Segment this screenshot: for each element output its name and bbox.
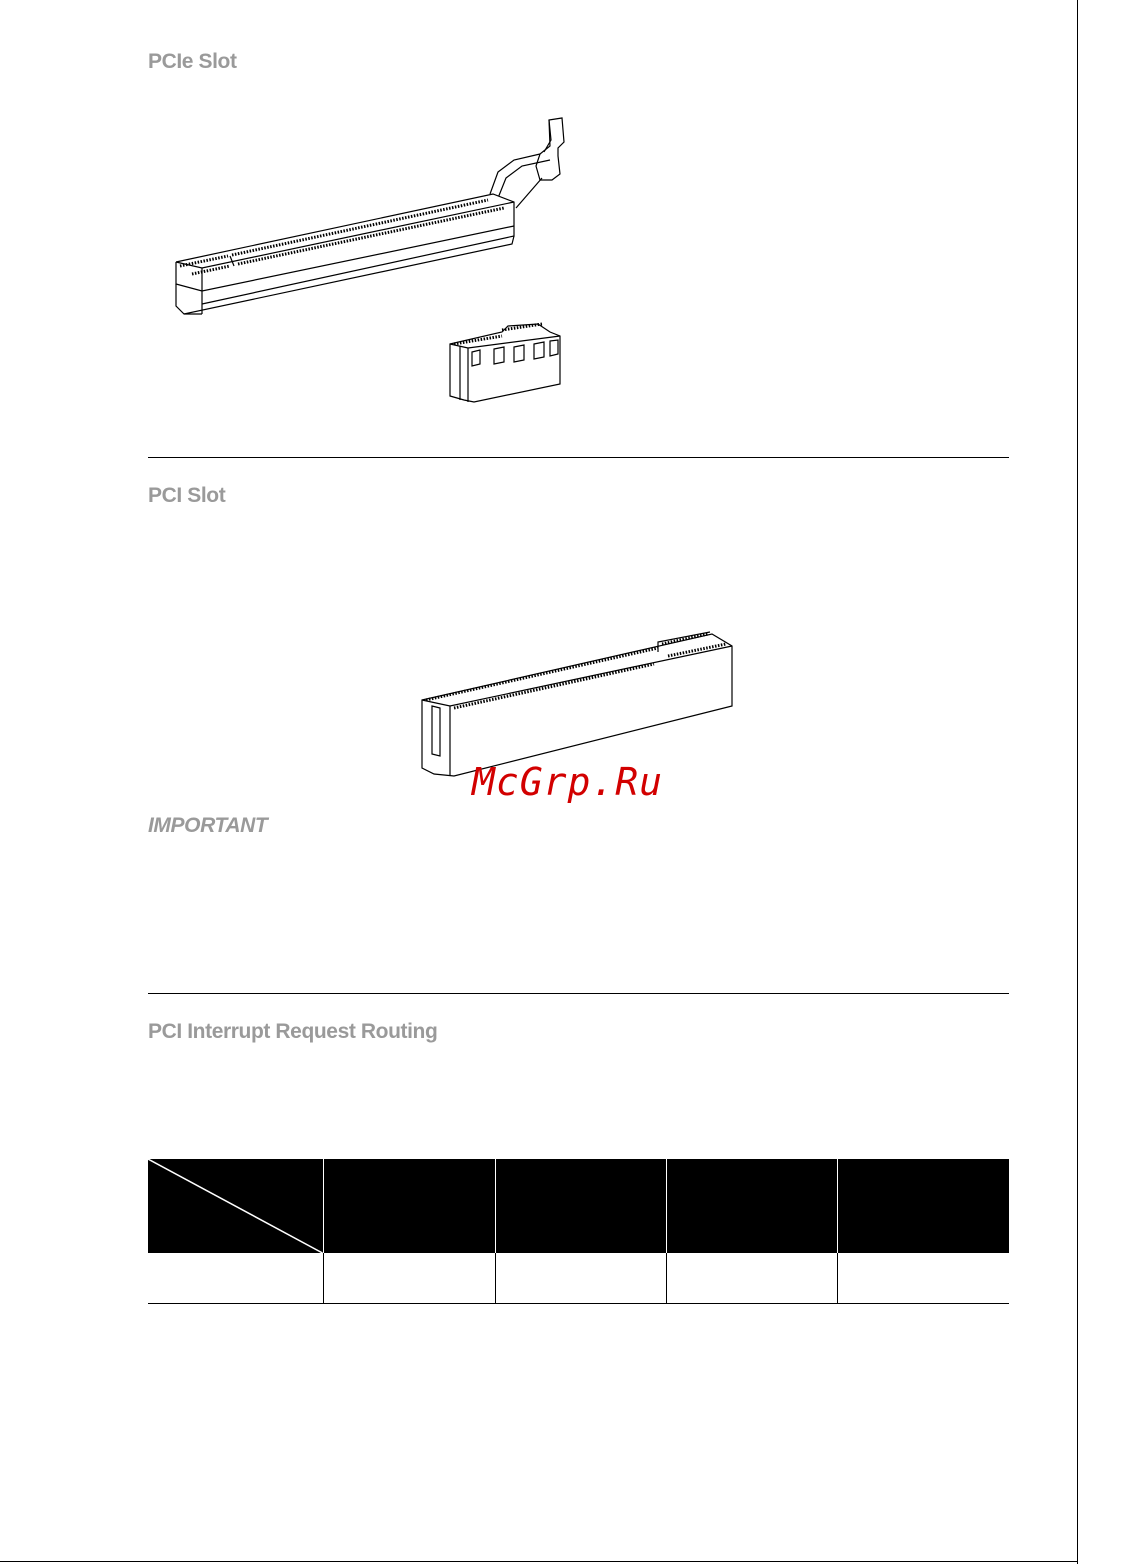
pcie-x1-slot-illustration: [446, 322, 566, 404]
irq-routing-table: [148, 1159, 1009, 1304]
table-cell: [495, 1253, 666, 1304]
table-header-row: [148, 1159, 1009, 1253]
table-cell: [666, 1253, 837, 1304]
table-cell: [148, 1253, 323, 1304]
pcie-x16-slot-illustration: [168, 116, 578, 318]
section-divider-2: [148, 993, 1009, 994]
pcie-slot-heading: PCIe Slot: [148, 50, 237, 73]
corner-diagonal-line: [148, 1159, 323, 1253]
important-heading: IMPORTANT: [148, 814, 268, 837]
irq-routing-heading: PCI Interrupt Request Routing: [148, 1020, 438, 1043]
watermark: McGrp.Ru: [472, 760, 664, 804]
section-divider-1: [148, 457, 1009, 458]
table-header-cell: [495, 1159, 666, 1253]
table-corner-header: [148, 1159, 323, 1253]
table-header-cell: [323, 1159, 495, 1253]
page-border-right: [1077, 0, 1078, 1564]
page-border-bottom: [0, 1561, 1078, 1562]
table-header-cell: [837, 1159, 1009, 1253]
table-cell: [837, 1253, 1009, 1304]
table-row: [148, 1253, 1009, 1304]
pci-slot-heading: PCI Slot: [148, 484, 226, 507]
table-header-cell: [666, 1159, 837, 1253]
pci-slot-illustration: [418, 626, 736, 780]
table-cell: [323, 1253, 495, 1304]
